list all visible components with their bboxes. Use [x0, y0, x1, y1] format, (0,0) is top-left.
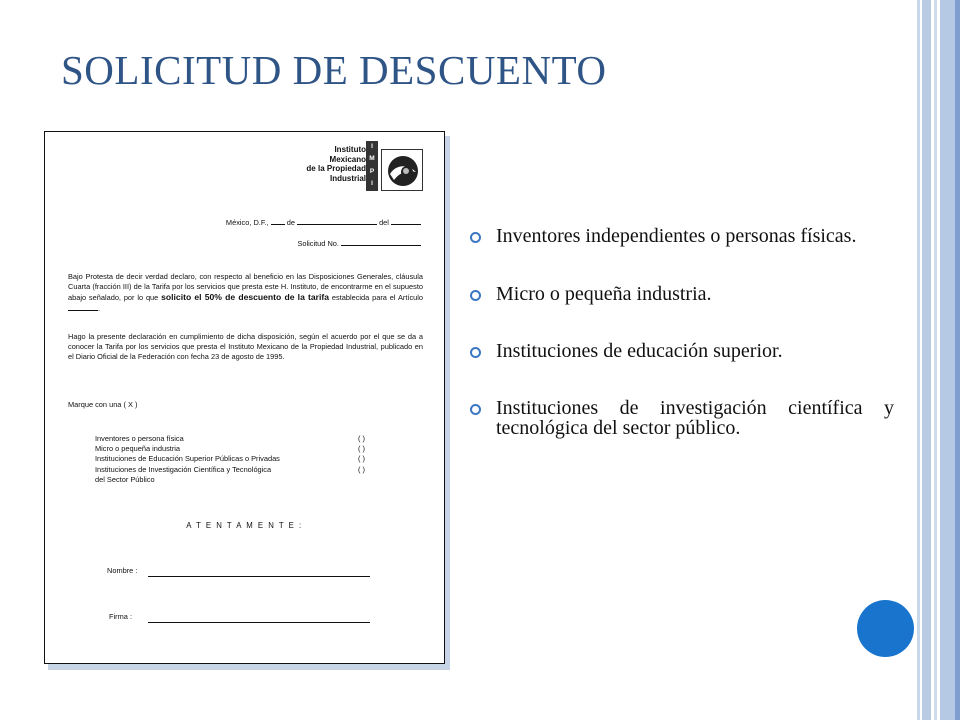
city-date-de: de: [284, 218, 298, 227]
impi-vertical-badge: [366, 141, 378, 191]
request-number-line: [297, 239, 421, 249]
badge-letter: P: [369, 167, 375, 175]
name-label: Nombre :: [107, 566, 138, 575]
declaration-text-end: establecida para el Artículo: [329, 293, 424, 303]
declaration-bold-text: solicito el 50% de descuento de la tarifa: [161, 292, 330, 303]
beneficiary-text: Instituciones de investigación científica y tecnológica del sector público.: [496, 397, 894, 439]
option-checkbox: ( ): [358, 464, 365, 474]
decor-stripe: [917, 0, 920, 720]
beneficiary-text: Micro o pequeña industria.: [496, 283, 712, 305]
option-label: del Sector Público: [95, 474, 155, 484]
declaration-text: Bajo Protesta de decir verdad declaro, con respecto al beneficio en las Disposiciones Generales, cláusula Cuarta (fracción III) de la Tarifa por los servicios que presta este H. Instituto, de encontrarme en el supuesto abajo señalado, por lo que: [68, 272, 423, 303]
name-line: [148, 576, 370, 577]
discount-request-form: [44, 131, 445, 664]
bullet-ring-icon: [470, 347, 481, 358]
signature-label: Firma :: [109, 612, 132, 621]
option-checkbox: ( ): [358, 434, 365, 443]
beneficiary-text: Inventores independientes o personas físicas.: [496, 225, 857, 247]
option-row: [95, 434, 365, 444]
beneficiary-list: [470, 226, 894, 438]
slide-title: SOLICITUD DE DESCUENTO: [61, 47, 607, 93]
institute-name-line: Industrial: [329, 173, 366, 183]
beneficiary-item: [470, 284, 894, 304]
institute-name-line: de la Propiedad: [306, 164, 366, 174]
institute-name-line: Instituto: [334, 145, 366, 154]
option-row: [95, 475, 365, 485]
impi-logo-icon: [381, 149, 423, 191]
declaration-paragraph: Bajo Protesta de decir verdad declaro, con respecto al beneficio en las Disposiciones Generales, cláusula Cuarta (fracción III) de la Tarifa por los servicios que presta este H. Instituto, de encontrarme en el supuesto abajo señalado, por lo que solicito el 50% de descuento de la tarifa establecida para el Artículo .: [68, 272, 424, 314]
option-label: Inventores o persona física: [95, 434, 184, 443]
bullet-ring-icon: [470, 232, 481, 243]
decor-stripe: [934, 0, 937, 720]
bullet-ring-icon: [470, 404, 481, 415]
city-date-prefix: México, D.F.,: [225, 218, 271, 227]
option-label: Micro o pequeña industria: [95, 444, 181, 454]
option-row: [95, 444, 365, 454]
institute-name: [306, 145, 366, 183]
option-label: Instituciones de Investigación Científica y Tecnológica: [95, 464, 272, 474]
option-row: [95, 454, 365, 464]
option-checkbox: ( ): [358, 454, 365, 464]
decor-stripe: [955, 0, 960, 720]
bullet-ring-icon: [470, 290, 481, 301]
decor-circle: [857, 600, 914, 657]
mark-instruction: Marque con una ( X ): [68, 400, 138, 409]
beneficiary-text: Instituciones de educación superior.: [496, 340, 783, 362]
atentamente-heading: A T E N T A M E N T E :: [186, 521, 303, 530]
beneficiary-item: [470, 398, 894, 438]
option-checkbox: ( ): [358, 444, 365, 454]
institute-name-line: Mexicano: [329, 154, 366, 164]
beneficiary-item: [470, 341, 894, 361]
compliance-paragraph: Hago la presente declaración en cumplimiento de dicha disposición, según el acuerdo por el que se da a conocer la Tarifa por los servicios que presta el Instituto Mexicano de la Propiedad Industrial, publicado en el Diario Oficial de la Federación con fecha 23 de agosto de 1995.: [68, 332, 423, 362]
option-row: [95, 465, 365, 475]
badge-letter: I: [371, 180, 373, 188]
city-date-line: [226, 218, 421, 228]
badge-letter: M: [369, 155, 375, 163]
option-label: Instituciones de Educación Superior Públicas o Privadas: [95, 454, 280, 464]
beneficiary-item: [470, 226, 894, 246]
eligibility-options: [95, 434, 365, 485]
request-number-label: Solicitud No.: [297, 239, 341, 248]
badge-letter: I: [371, 142, 373, 150]
signature-line: [148, 622, 370, 623]
city-date-del: del: [377, 218, 391, 227]
decor-stripe: [922, 0, 931, 720]
